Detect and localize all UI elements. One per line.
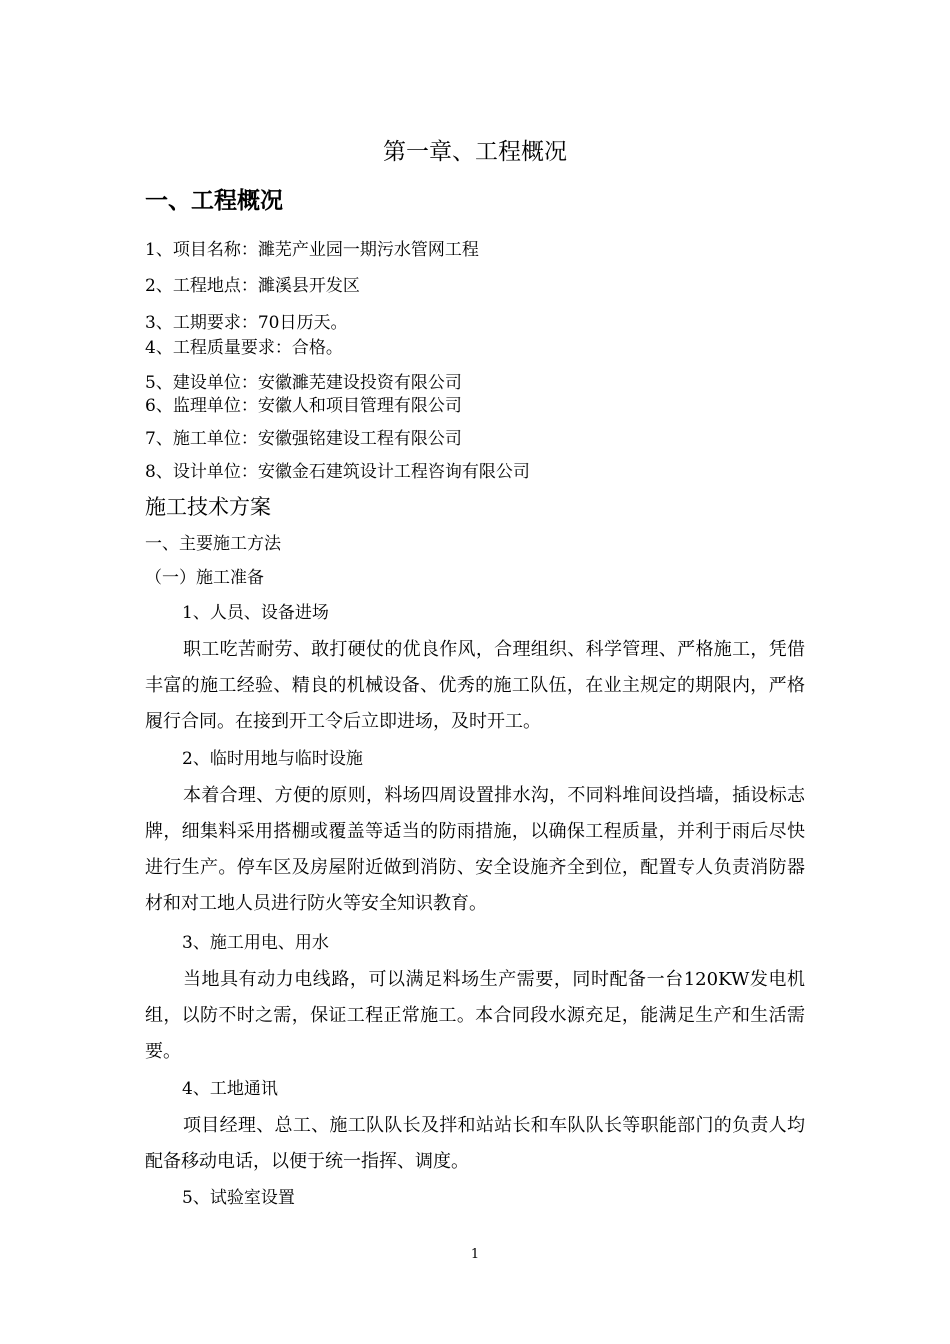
item-text-temporary-land: 本着合理、方便的原则，料场四周设置排水沟，不同料堆间设挡墙，插设标志牌，细集料采用搭棚或覆盖等适当的防雨措施，以确保工程质量，并利于雨后尽快进行生产。停车区及房屋附近做到消防、安全设施齐全到位，配置专人负责消防器材和对工地人员进行防火等安全知识教育。 bbox=[145, 785, 805, 914]
info-item-quality: 4、工程质量要求：合格。 bbox=[145, 338, 343, 358]
info-item-location: 2、工程地点：濉溪县开发区 bbox=[145, 276, 360, 296]
item-text-personnel: 职工吃苦耐劳、敢打硬仗的优良作风，合理组织、科学管理、严格施工，凭借丰富的施工经验、精良的机械设备、优秀的施工队伍，在业主规定的期限内，严格履行合同。在接到开工令后立即进场，及时开工。 bbox=[145, 639, 805, 732]
methods-title: 一、主要施工方法 bbox=[145, 534, 281, 554]
info-item-supervisor: 6、监理单位：安徽人和项目管理有限公司 bbox=[145, 396, 462, 416]
item-title-temporary-land: 2、临时用地与临时设施 bbox=[182, 749, 363, 769]
section-title: 一、工程概况 bbox=[145, 188, 283, 214]
item-title-power-water: 3、施工用电、用水 bbox=[182, 933, 329, 953]
item-title-laboratory: 5、试验室设置 bbox=[182, 1188, 295, 1208]
prep-title: （一）施工准备 bbox=[145, 568, 264, 588]
info-item-owner: 5、建设单位：安徽濉芜建设投资有限公司 bbox=[145, 373, 462, 393]
info-item-project-name: 1、项目名称：濉芜产业园一期污水管网工程 bbox=[145, 240, 479, 260]
info-item-duration: 3、工期要求：70日历天。 bbox=[145, 313, 348, 333]
page-number: 1 bbox=[470, 1247, 480, 1262]
item-title-communication: 4、工地通讯 bbox=[182, 1079, 278, 1099]
item-text-communication: 项目经理、总工、施工队队长及拌和站站长和车队队长等职能部门的负责人均配备移动电话，以便于统一指挥、调度。 bbox=[145, 1115, 805, 1172]
item-title-personnel: 1、人员、设备进场 bbox=[182, 603, 329, 623]
plan-title: 施工技术方案 bbox=[145, 495, 271, 519]
chapter-title: 第一章、工程概况 bbox=[383, 139, 567, 165]
info-item-contractor: 7、施工单位：安徽强铭建设工程有限公司 bbox=[145, 429, 462, 449]
info-item-designer: 8、设计单位：安徽金石建筑设计工程咨询有限公司 bbox=[145, 462, 530, 482]
item-text-power-water: 当地具有动力电线路，可以满足料场生产需要，同时配备一台120KW发电机组，以防不时之需，保证工程正常施工。本合同段水源充足，能满足生产和生活需要。 bbox=[145, 969, 805, 1062]
